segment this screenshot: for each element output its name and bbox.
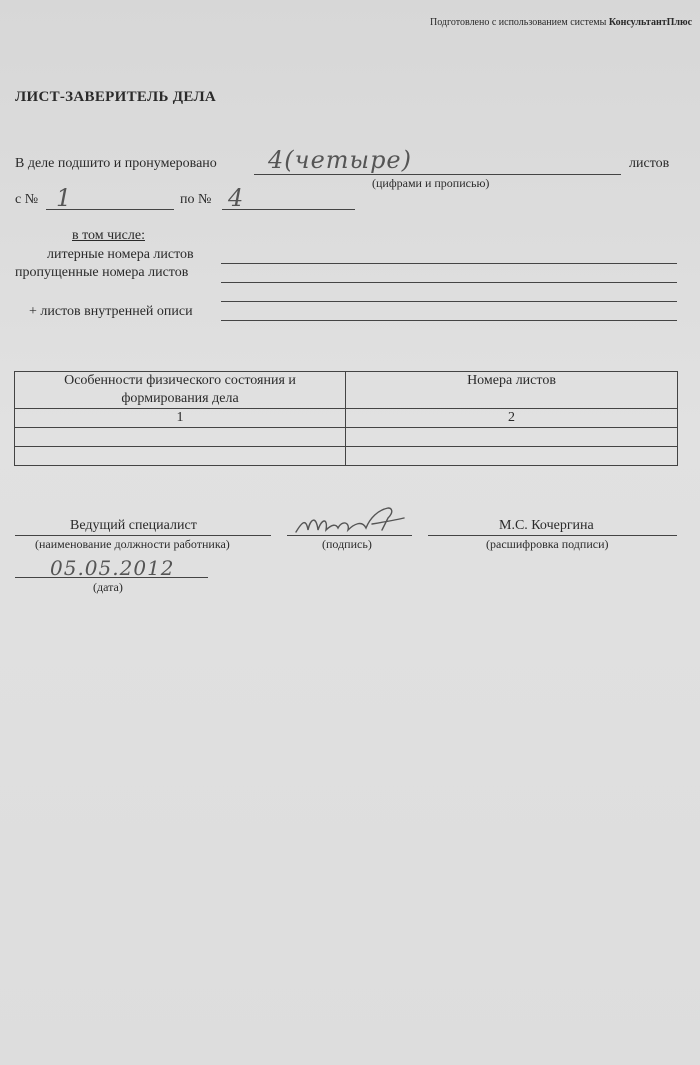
table-row xyxy=(15,428,678,447)
to-label: по № xyxy=(180,192,212,207)
from-label: с № xyxy=(15,192,39,207)
letter-numbers-label: литерные номера листов xyxy=(47,247,194,262)
position-line xyxy=(15,535,271,536)
name-hint: (расшифровка подписи) xyxy=(486,537,609,551)
sign-line xyxy=(287,535,412,536)
position-hint: (наименование должности работника) xyxy=(35,537,230,551)
intro-value: 4(четыре) xyxy=(268,146,412,174)
condition-table xyxy=(14,371,678,466)
intro-unit: листов xyxy=(629,156,670,171)
table-cell xyxy=(346,447,678,466)
header-brand: КонсультантПлюс xyxy=(608,17,693,28)
intro-underline xyxy=(254,174,621,175)
internal-inventory-label: + листов внутренней описи xyxy=(29,304,193,319)
intro-hint: (цифрами и прописью) xyxy=(372,176,490,190)
header-note xyxy=(430,17,692,28)
table-number-1: 1 xyxy=(15,409,346,428)
intro-text: В деле подшито и пронумеровано xyxy=(15,156,217,171)
table-number-row xyxy=(15,409,678,428)
table-row xyxy=(15,447,678,466)
table-cell xyxy=(15,428,346,447)
table-header-sheets: Номера листов xyxy=(346,372,678,409)
name-line xyxy=(428,535,677,536)
sign-hint: (подпись) xyxy=(322,537,372,551)
to-value: 4 xyxy=(228,184,245,212)
date-value: 05.05.2012 xyxy=(50,556,175,580)
table-cell xyxy=(346,428,678,447)
table-number-2: 2 xyxy=(346,409,678,428)
internal-inventory-line xyxy=(221,320,677,321)
header-prepared: Подготовлено с использованием системы xyxy=(430,17,607,28)
missing-numbers-label: пропущенные номера листов xyxy=(15,265,189,280)
table-header-condition: Особенности физического состояния и формирования дела xyxy=(15,372,346,409)
date-hint: (дата) xyxy=(93,580,123,594)
from-value: 1 xyxy=(56,184,73,212)
name-text: М.С. Кочергина xyxy=(499,518,594,533)
letter-numbers-line xyxy=(221,263,677,264)
position-text: Ведущий специалист xyxy=(70,518,197,533)
handwritten-signature xyxy=(292,500,412,540)
date-line xyxy=(15,577,208,578)
page-title: ЛИСТ-ЗАВЕРИТЕЛЬ ДЕЛА xyxy=(15,89,217,105)
missing-numbers-line-2 xyxy=(221,301,677,302)
missing-numbers-line xyxy=(221,282,677,283)
table-header-row xyxy=(15,372,678,409)
including-heading: в том числе: xyxy=(72,228,145,243)
table-cell xyxy=(15,447,346,466)
